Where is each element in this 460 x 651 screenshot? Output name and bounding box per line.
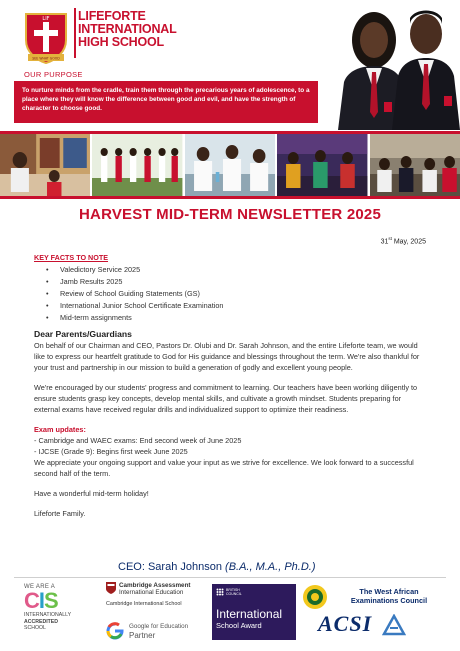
photo-assembly: [370, 134, 460, 196]
ceo-label: CEO:: [118, 561, 145, 573]
acsi-emblem-icon: [382, 614, 406, 636]
newsletter-date: [381, 236, 426, 245]
paragraph-progress: We're encouraged by our students' progress and commitment to learning. Our teachers have been working diligently to ensure students grasp key concepts, develop mental skills, and cultivate a growth mindset. Students preparing for external exams have received regular drills and individualized support to optimize their readiness.: [34, 383, 418, 414]
bc-line1: BRITISH: [226, 588, 240, 592]
cis-line3: SCHOOL: [24, 625, 46, 631]
british-council-award-logo: [212, 584, 296, 640]
paragraph-appreciation: We appreciate your ongoing support and value your input as we strive for excellence. We look forward to a successful second half of the term.: [34, 458, 414, 478]
salutation: Dear Parents/Guardians: [34, 329, 132, 339]
photo-strip: [0, 134, 460, 196]
bc-award1: International: [216, 607, 283, 621]
cis-accreditation-logo: [24, 584, 94, 644]
students-photo: [318, 0, 460, 130]
cis-line2: ACCREDITED: [24, 618, 59, 625]
key-facts-heading: KEY FACTS TO NOTE: [34, 253, 109, 262]
header: [0, 0, 460, 130]
newsletter-body: [34, 252, 429, 519]
cambridge-line3: Cambridge International School: [106, 601, 182, 607]
acsi-text: ACSI: [318, 611, 373, 636]
footer-divider: [14, 577, 446, 578]
paragraph-gratitude: On behalf of our Chairman and CEO, Pastors Dr. Olubi and Dr. Sarah Johnson, and the entire Lifeforte team, we would like to express our heartfelt gratitude to God for His guidance and blessings throughout the term. We're also thankful for your trust and partnership in our mission to build a generation of godly and excellent young people.: [34, 341, 420, 372]
google-g-icon: [106, 622, 124, 640]
cis-letter-c: C: [24, 588, 39, 613]
exam-update-line: - IJCSE (Grade 9): Begins first week June 2025: [34, 447, 188, 456]
british-council-dots-icon: [216, 588, 224, 596]
closing-line: Have a wonderful mid-term holiday!: [34, 489, 149, 498]
bc-award2: School Award: [216, 621, 262, 630]
google-line1: Google for Education: [129, 622, 189, 630]
key-fact-item: • Jamb Results 2025: [46, 276, 429, 288]
cis-we-are: WE ARE A: [24, 584, 56, 590]
bc-line2: COUNCIL: [226, 592, 242, 596]
cambridge-logo: [106, 582, 206, 616]
photo-parade: [92, 134, 182, 196]
key-fact-item: • Mid-term assignments: [46, 312, 429, 324]
waec-line1: The West African: [359, 587, 419, 596]
photo-classroom: [0, 134, 90, 196]
purpose-label: OUR PURPOSE: [24, 70, 83, 79]
acsi-logo: [318, 612, 408, 638]
key-fact-item: • Valedictory Service 2025: [46, 264, 429, 276]
crest-text: LIF: [42, 16, 50, 22]
waec-text: [332, 587, 446, 605]
photo-performance: [277, 134, 367, 196]
waec-line2: Examinations Council: [350, 596, 428, 605]
crest-motto: SEE WHAT GOOD: [32, 56, 60, 61]
waec-seal-logo: [302, 584, 328, 610]
purpose-text: To nurture minds from the cradle, train them through the precarious years of adolescence, to a place where they will know the difference between good and evil, and have the strength of character to choose good.: [22, 87, 310, 113]
date-day: 31: [380, 238, 389, 246]
signoff: Lifeforte Family.: [34, 509, 86, 518]
cambridge-shield-icon: [106, 582, 116, 594]
name-divider: [74, 8, 76, 58]
cambridge-line2: International Education: [119, 589, 184, 596]
date-rest: May, 2025: [391, 238, 426, 246]
cambridge-line1: Cambridge Assessment: [119, 582, 191, 589]
newsletter-title: HARVEST MID-TERM NEWSLETTER 2025: [79, 206, 381, 223]
cis-line1: INTERNATIONALLY: [24, 612, 72, 618]
exam-updates-heading: Exam updates:: [34, 425, 86, 434]
key-fact-item: • International Junior School Certificate Examination: [46, 300, 429, 312]
photo-strip-border-bottom: [0, 196, 460, 199]
photo-laboratory: [185, 134, 275, 196]
google-line2: Partner: [129, 630, 156, 640]
date-suffix: st: [388, 236, 392, 241]
cis-letters: [24, 590, 94, 612]
school-name: LIFEFORTE INTERNATIONAL HIGH SCHOOL: [78, 9, 177, 49]
ceo-name: Sarah Johnson: [147, 561, 222, 573]
school-crest-icon: [24, 10, 68, 64]
google-education-logo: [106, 619, 210, 643]
waec-seal-icon: [302, 584, 328, 610]
key-facts-list: [34, 264, 429, 324]
cis-letter-s: S: [44, 588, 58, 613]
cis-letter-i: I: [38, 588, 45, 613]
key-fact-item: • Review of School Guiding Statements (GS): [46, 288, 429, 300]
exam-update-line: - Cambridge and WAEC exams: End second week of June 2025: [34, 436, 242, 445]
ceo-signature: [118, 561, 316, 573]
ceo-credentials: (B.A., M.A., Ph.D.): [225, 561, 316, 573]
